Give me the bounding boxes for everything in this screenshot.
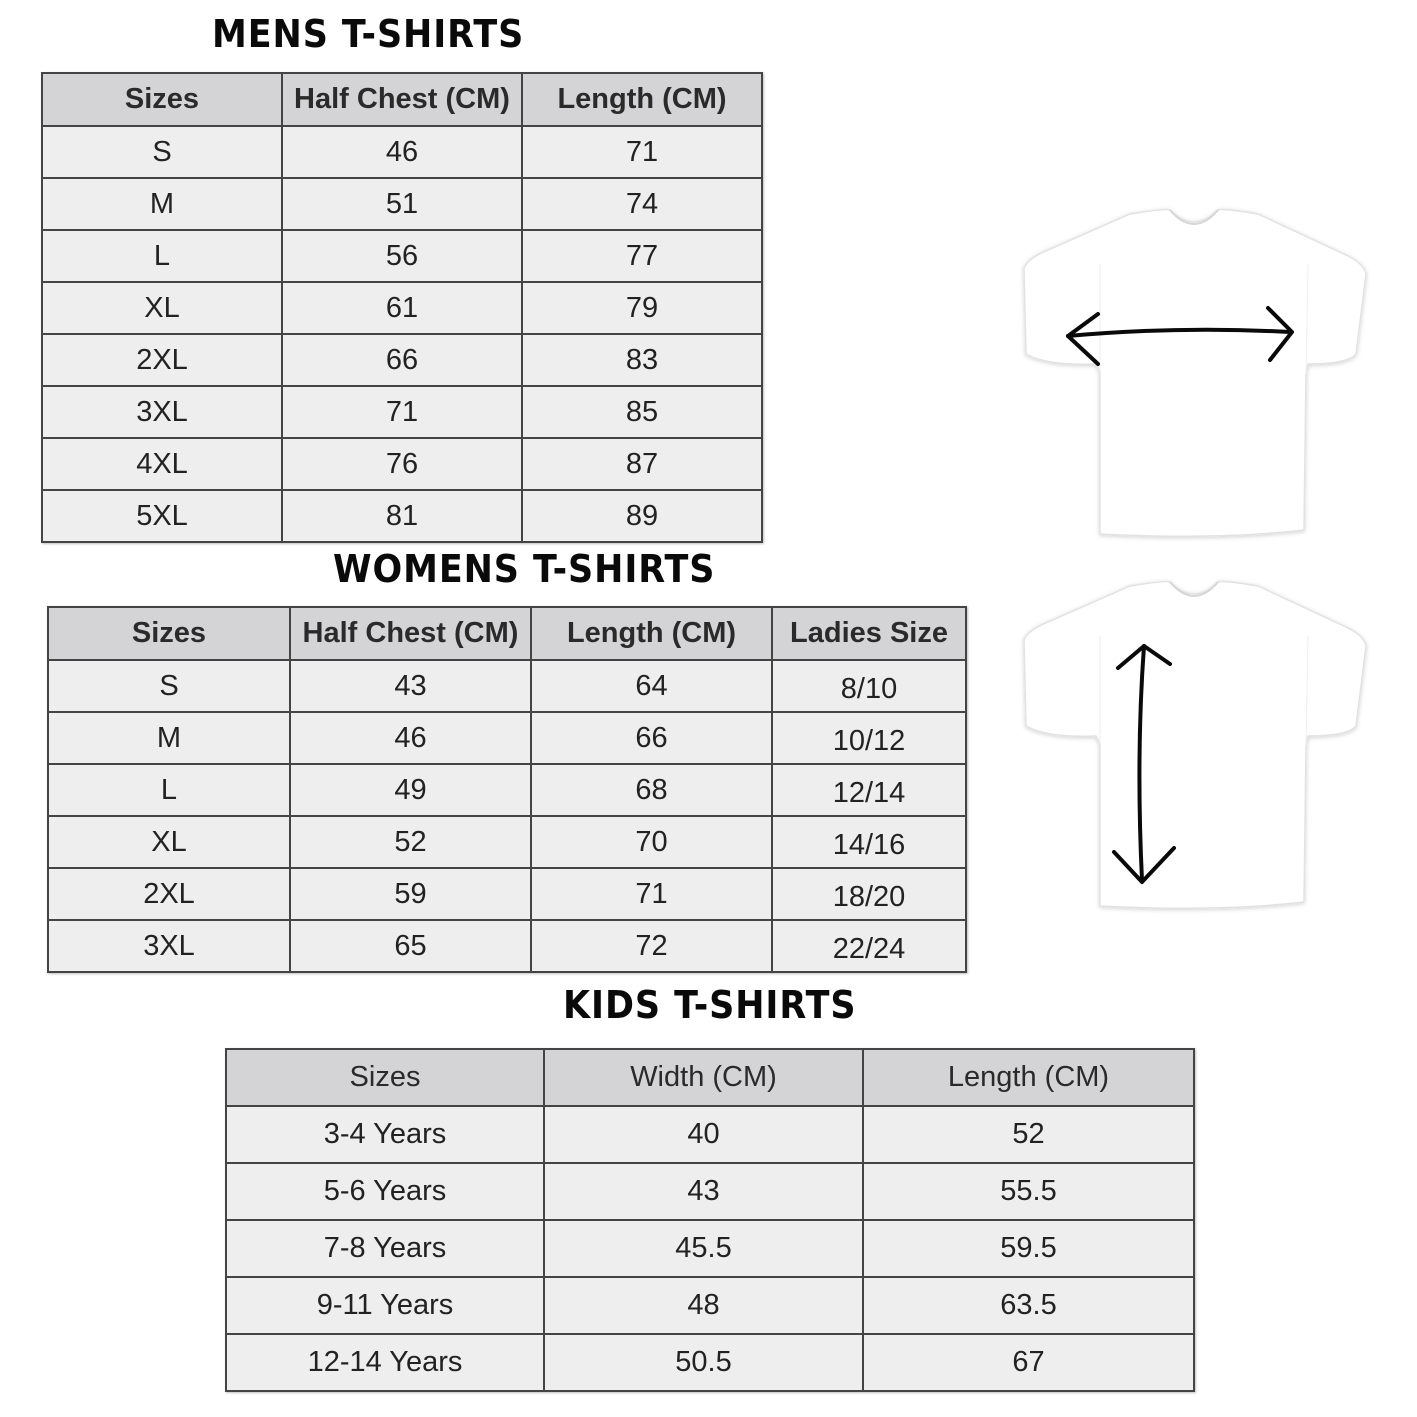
womens-chest-cell: 46 [290, 712, 531, 764]
womens-length-cell: 71 [531, 868, 772, 920]
mens-title: MENS T-SHIRTS [212, 12, 525, 56]
kids-title: KIDS T-SHIRTS [563, 983, 857, 1027]
mens-size-cell: M [42, 178, 282, 230]
mens-header-sizes: Sizes [42, 73, 282, 126]
womens-length-cell: 72 [531, 920, 772, 972]
womens-size-cell: 2XL [48, 868, 290, 920]
mens-length-cell: 77 [522, 230, 762, 282]
tshirt-chest-arrow-icon [1018, 204, 1370, 542]
mens-length-cell: 79 [522, 282, 762, 334]
kids-size-cell: 12-14 Years [226, 1334, 544, 1391]
table-row [48, 660, 966, 712]
kids-size-cell: 7-8 Years [226, 1220, 544, 1277]
table-row [48, 868, 966, 920]
table-row [42, 178, 762, 230]
womens-size-cell: S [48, 660, 290, 712]
womens-ladies-size-cell: 12/14 [772, 764, 966, 816]
kids-width-cell: 48 [544, 1277, 863, 1334]
kids-size-cell: 3-4 Years [226, 1106, 544, 1163]
womens-length-cell: 70 [531, 816, 772, 868]
table-row [42, 334, 762, 386]
mens-header-row [42, 73, 762, 126]
womens-length-cell: 68 [531, 764, 772, 816]
mens-size-cell: XL [42, 282, 282, 334]
mens-chest-cell: 46 [282, 126, 522, 178]
womens-ladies-size-cell: 14/16 [772, 816, 966, 868]
womens-length-cell: 64 [531, 660, 772, 712]
mens-length-cell: 83 [522, 334, 762, 386]
mens-chest-cell: 61 [282, 282, 522, 334]
kids-length-cell: 63.5 [863, 1277, 1194, 1334]
table-row [48, 920, 966, 972]
womens-chest-cell: 49 [290, 764, 531, 816]
mens-length-cell: 89 [522, 490, 762, 542]
kids-width-cell: 50.5 [544, 1334, 863, 1391]
kids-size-table [225, 1048, 1195, 1392]
table-row [226, 1277, 1194, 1334]
womens-chest-cell: 43 [290, 660, 531, 712]
womens-header-ladies-size: Ladies Size [772, 607, 966, 660]
table-row [42, 438, 762, 490]
mens-size-cell: 4XL [42, 438, 282, 490]
womens-size-cell: XL [48, 816, 290, 868]
womens-ladies-size-cell: 22/24 [772, 920, 966, 972]
kids-header-sizes: Sizes [226, 1049, 544, 1106]
womens-ladies-size-cell: 18/20 [772, 868, 966, 920]
kids-length-cell: 67 [863, 1334, 1194, 1391]
mens-length-cell: 71 [522, 126, 762, 178]
mens-size-table [41, 72, 763, 543]
womens-header-row [48, 607, 966, 660]
mens-size-cell: S [42, 126, 282, 178]
tshirt-length-arrow-icon [1018, 576, 1370, 914]
kids-size-cell: 9-11 Years [226, 1277, 544, 1334]
womens-chest-cell: 52 [290, 816, 531, 868]
kids-width-cell: 45.5 [544, 1220, 863, 1277]
mens-chest-cell: 66 [282, 334, 522, 386]
womens-length-cell: 66 [531, 712, 772, 764]
mens-length-cell: 74 [522, 178, 762, 230]
womens-size-cell: L [48, 764, 290, 816]
kids-length-cell: 55.5 [863, 1163, 1194, 1220]
mens-chest-cell: 51 [282, 178, 522, 230]
mens-chest-cell: 81 [282, 490, 522, 542]
womens-chest-cell: 59 [290, 868, 531, 920]
table-row [226, 1163, 1194, 1220]
womens-title: WOMENS T-SHIRTS [333, 547, 716, 591]
table-row [42, 386, 762, 438]
kids-header-length: Length (CM) [863, 1049, 1194, 1106]
table-row [48, 764, 966, 816]
kids-width-cell: 43 [544, 1163, 863, 1220]
kids-header-width: Width (CM) [544, 1049, 863, 1106]
mens-chest-cell: 56 [282, 230, 522, 282]
mens-chest-cell: 76 [282, 438, 522, 490]
womens-header-sizes: Sizes [48, 607, 290, 660]
table-row [48, 816, 966, 868]
table-row [226, 1106, 1194, 1163]
kids-header-row [226, 1049, 1194, 1106]
kids-size-cell: 5-6 Years [226, 1163, 544, 1220]
womens-size-cell: M [48, 712, 290, 764]
mens-header-length: Length (CM) [522, 73, 762, 126]
womens-ladies-size-cell: 10/12 [772, 712, 966, 764]
mens-length-cell: 85 [522, 386, 762, 438]
table-row [42, 282, 762, 334]
womens-size-cell: 3XL [48, 920, 290, 972]
kids-width-cell: 40 [544, 1106, 863, 1163]
mens-size-cell: 2XL [42, 334, 282, 386]
table-row [42, 230, 762, 282]
kids-length-cell: 52 [863, 1106, 1194, 1163]
womens-ladies-size-cell: 8/10 [772, 660, 966, 712]
table-row [226, 1334, 1194, 1391]
mens-chest-cell: 71 [282, 386, 522, 438]
table-row [226, 1220, 1194, 1277]
mens-length-cell: 87 [522, 438, 762, 490]
womens-header-half-chest: Half Chest (CM) [290, 607, 531, 660]
mens-size-cell: 5XL [42, 490, 282, 542]
table-row [42, 126, 762, 178]
mens-header-half-chest: Half Chest (CM) [282, 73, 522, 126]
mens-size-cell: 3XL [42, 386, 282, 438]
kids-length-cell: 59.5 [863, 1220, 1194, 1277]
womens-size-table [47, 606, 967, 973]
womens-chest-cell: 65 [290, 920, 531, 972]
table-row [42, 490, 762, 542]
womens-header-length: Length (CM) [531, 607, 772, 660]
table-row [48, 712, 966, 764]
mens-size-cell: L [42, 230, 282, 282]
